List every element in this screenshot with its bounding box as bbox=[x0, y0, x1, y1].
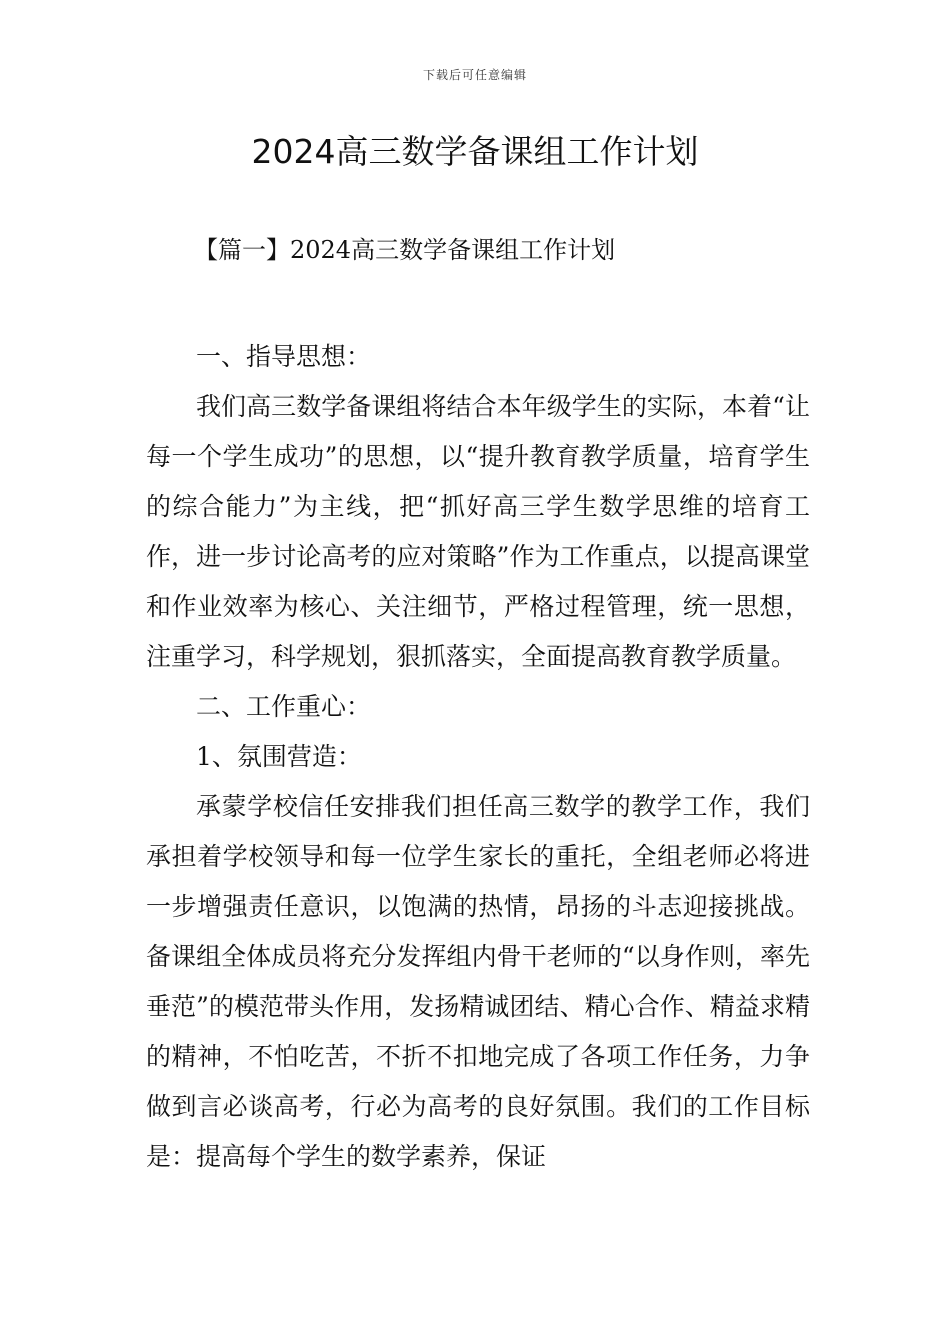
heading-atmosphere: 1、氛围营造： bbox=[196, 742, 362, 771]
heading-work-focus: 二、工作重心： bbox=[196, 692, 372, 721]
paragraph-guiding-ideology: 我们高三数学备课组将结合本年级学生的实际，本着“让每一个学生成功”的思想，以“提升教育教学质量，培育学生的综合能力”为主线，把“抓好高三学生数学思维的培育工作，进一步讨论高考的应对策略”作为工作重点，以提高课堂和作业效率为核心、关注细节，严格过程管理，统一思想，注重学习，科学规划，狠抓落实，全面提高教育教学质量。 bbox=[146, 392, 810, 671]
document-body bbox=[146, 332, 810, 1182]
paragraph-atmosphere: 承蒙学校信任安排我们担任高三数学的教学工作，我们承担着学校领导和每一位学生家长的重托，全组老师必将进一步增强责任意识，以饱满的热情，昂扬的斗志迎接挑战。备课组全体成员将充分发挥组内骨干老师的“以身作则，率先垂范”的模范带头作用，发扬精诚团结、精心合作、精益求精的精神，不怕吃苦，不折不扣地完成了各项工作任务，力争做到言必谈高考，行必为高考的良好氛围。我们的工作目标是：提高每个学生的数学素养，保证 bbox=[146, 792, 810, 1171]
heading-guiding-ideology: 一、指导思想： bbox=[196, 342, 372, 371]
document-title: 2024高三数学备课组工作计划 bbox=[251, 132, 699, 171]
section-heading: 【篇一】2024高三数学备课组工作计划 bbox=[194, 236, 616, 264]
header-note: 下载后可任意编辑 bbox=[422, 68, 527, 82]
